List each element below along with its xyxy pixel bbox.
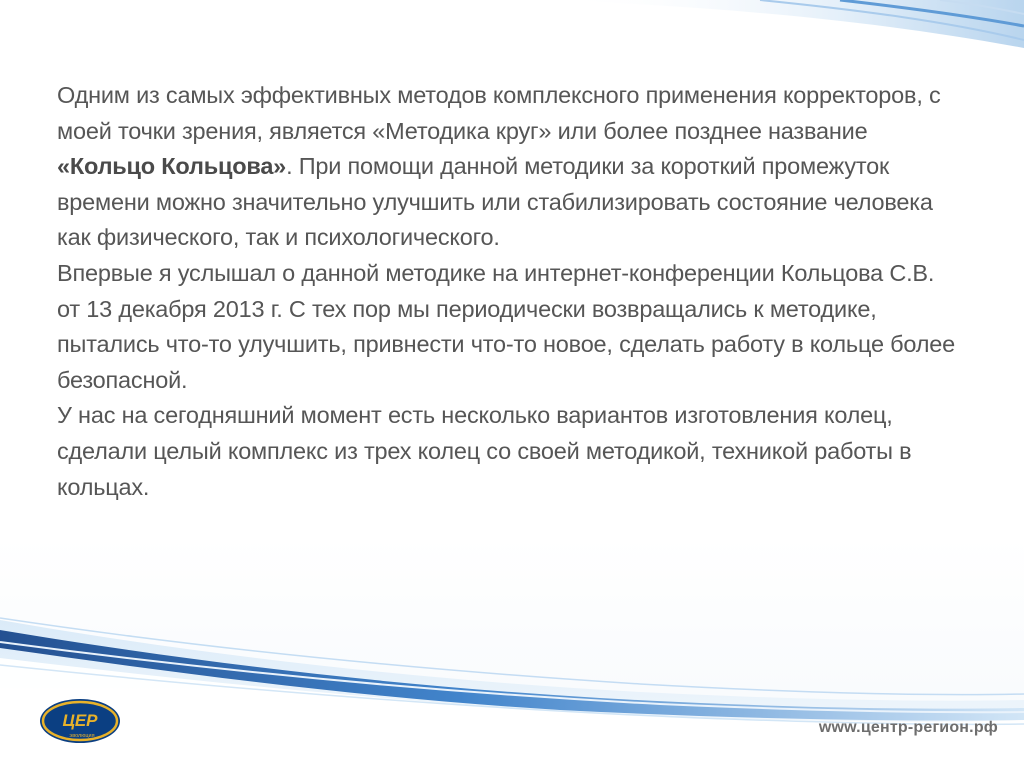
website-url[interactable]: www.центр-регион.рф — [818, 719, 998, 736]
paragraph-3: У нас на сегодняшний момент есть несколько вариантов изготовления колец, сделали целый комплекс из трех колец со своей методикой, техникой работы в кольцах. — [57, 402, 912, 500]
top-wave-decoration — [0, 0, 1024, 80]
paragraph-1 — [57, 78, 957, 256]
svg-text:ЦЕР: ЦЕР — [62, 711, 98, 730]
company-logo — [38, 697, 122, 745]
ring-name-bold: «Кольцо Кольцова» — [57, 153, 287, 180]
paragraph-1-start: Одним из самых эффективных методов комплексного применения корректоров, с моей точки зрения, является «Методика круг» или более позднее название — [57, 82, 941, 144]
paragraph-1-end: . При помощи данной методики за короткий промежуток времени можно значительно улучшить или стабилизировать состояние человека как физического, так и психологического. — [57, 153, 933, 251]
svg-text:эволюция: эволюция — [69, 733, 95, 739]
slide-body-text — [57, 78, 957, 505]
paragraph-2: Впервые я услышал о данной методике на интернет-конференции Кольцова С.В. от 13 декабря 2013 г. С тех пор мы периодически возвращались к методике, пытались что-то улучшить, привнести что-то новое, сделать работу в кольце более безопасной. — [57, 259, 956, 393]
